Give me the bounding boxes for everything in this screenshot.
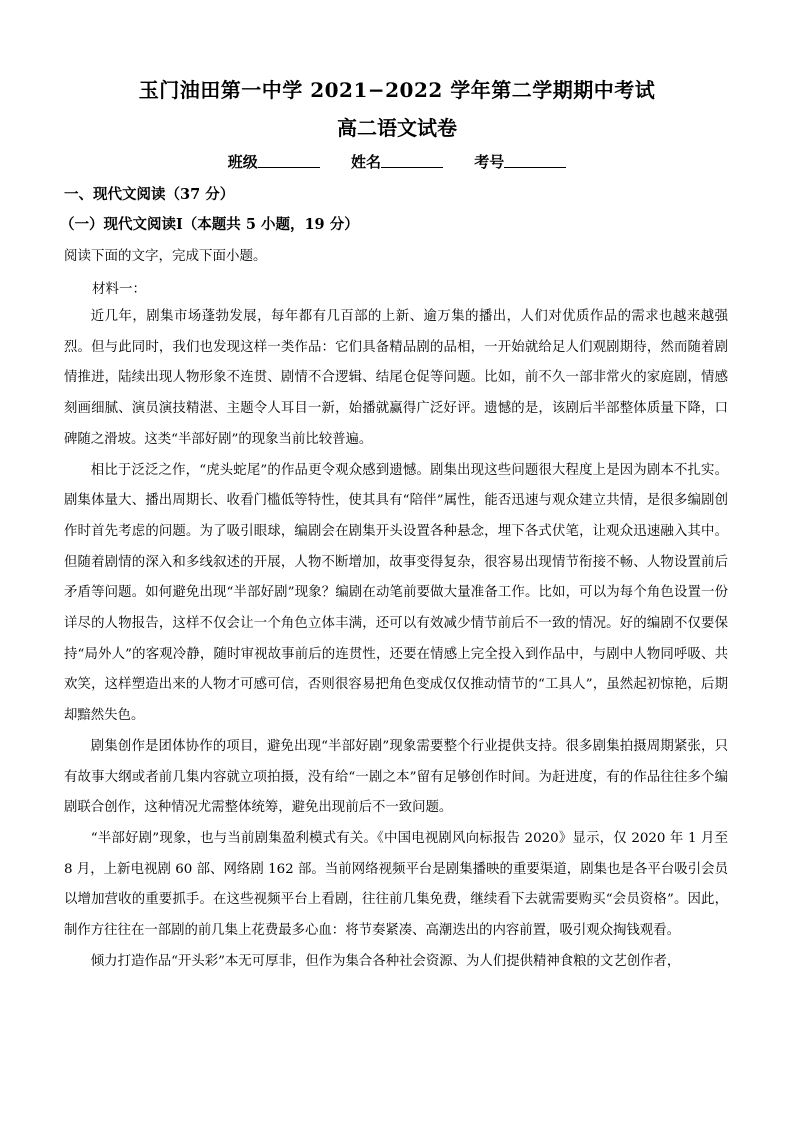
class-blank <box>258 153 320 168</box>
reading-passage <box>64 302 728 977</box>
subsection-heading: （一）现代文阅读Ⅰ（本题共 5 小题，19 分） <box>60 216 359 233</box>
class-label: 班级 <box>227 153 258 171</box>
material-label: 材料一： <box>92 281 146 297</box>
exam-subtitle: 高二语文试卷 <box>337 116 457 140</box>
section-heading: 一、现代文阅读（37 分） <box>64 186 235 203</box>
instruction-text: 阅读下面的文字，完成下面小题。 <box>64 248 267 264</box>
number-blank <box>504 153 566 168</box>
paragraph: “半部好剧”现象，也与当前剧集盈利模式有关。《中国电视剧风向标报告 2020》显示，仅 2020 年 1 月至 8 月，上新电视剧 60 部、网络剧 162 部。当前网络视频平台是剧集播映的重要渠道，剧集也是各平台吸引会员以增加营收的重要抓手。在这些视频平台上看剧，往往前几集免费，继续看下去就需要购买“会员资格”。因此，制作方往往在一部剧的前几集上花费最多心血：将节奏紧凑、高潮迭出的内容前置，吸引观众掏钱观看。 <box>64 830 728 939</box>
name-label: 姓名 <box>350 153 381 171</box>
name-blank <box>381 153 443 168</box>
paragraph: 剧集创作是团体协作的项目，避免出现“半部好剧”现象需要整个行业提供支持。很多剧集拍摄周期紧张，只有故事大纲或者前几集内容就立项拍摄，没有给“一剧之本”留有足够创作时间。为赶进度，有的作品往往多个编剧联合创作，这种情况尤需整体统筹，避免出现前后不一致问题。 <box>64 738 728 816</box>
student-info-row <box>0 151 794 172</box>
paragraph: 相比于泛泛之作，“虎头蛇尾”的作品更令观众感到遗憾。剧集出现这些问题很大程度上是因为剧本不扎实。剧集体量大、播出周期长、收看门槛低等特性，使其具有“陪伴”属性，能否迅速与观众建立共情，是很多编剧创作时首先考虑的问题。为了吸引眼球，编剧会在剧集开头设置各种悬念，埋下各式伏笔，让观众迅速融入其中。但随着剧情的深入和多线叙述的开展，人物不断增加，故事变得复杂，很容易出现情节衔接不畅、人物设置前后矛盾等问题。如何避免出现“半部好剧”现象？编剧在动笔前要做大量准备工作。比如，可以为每个角色设置一份详尽的人物报告，这样不仅会让一个角色立体丰满，还可以有效减少情节前后不一致的情况。好的编剧不仅要保持“局外人”的客观冷静，随时审视故事前后的连贯性，还要在情感上完全投入到作品中，与剧中人物同呼吸、共欢笑，这样塑造出来的人物才可感可信，否则很容易把角色变成仅仅推动情节的“工具人”，虽然起初惊艳，后期却黯然失色。 <box>64 462 728 724</box>
exam-title: 玉门油田第一中学 2021−2022 学年第二学期期中考试 <box>138 78 656 102</box>
paragraph: 近几年，剧集市场蓬勃发展，每年都有几百部的上新、逾万集的播出，人们对优质作品的需求也越来越强烈。但与此同时，我们也发现这样一类作品：它们具备精品剧的品相，一开始就给足人们观剧期待，然而随着剧情推进，陆续出现人物形象不连贯、剧情不合逻辑、结尾仓促等问题。比如，前不久一部非常火的家庭剧，情感刻画细腻、演员演技精湛、主题令人耳目一新，始播就赢得广泛好评。遗憾的是，该剧后半部整体质量下降，口碑随之滑坡。这类“半部好剧”的现象当前比较普遍。 <box>64 309 728 447</box>
number-label: 考号 <box>474 153 505 171</box>
paragraph: 倾力打造作品“开头彩”本无可厚非，但作为集合各种社会资源、为人们提供精神食粮的文艺创作者， <box>90 953 681 969</box>
